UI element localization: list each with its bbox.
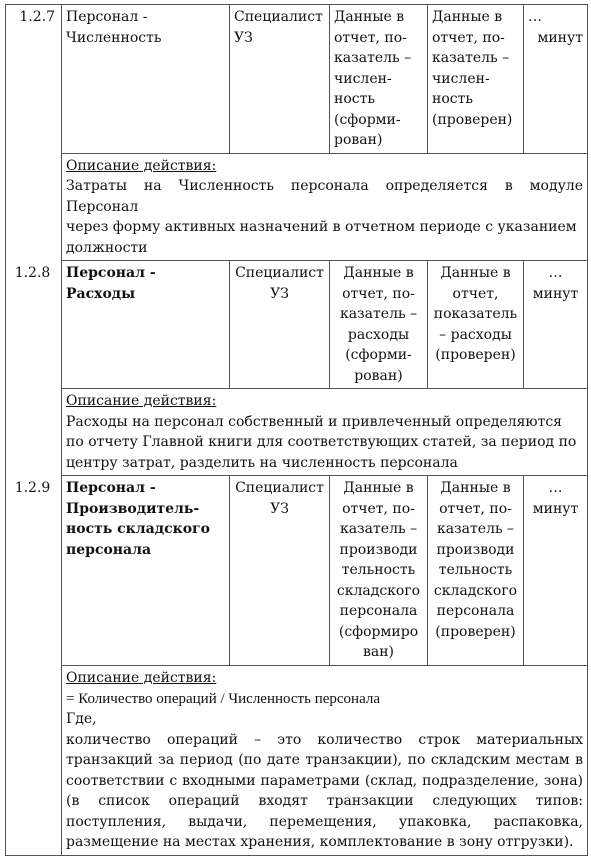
output-line: – расходы [439, 326, 512, 343]
description-label: Описание действия: [66, 670, 217, 686]
description-label: Описание действия: [66, 393, 217, 409]
step-name-line: Численность [66, 29, 162, 46]
time-line: минут [532, 285, 579, 302]
output-line: тельность [438, 562, 513, 578]
step-number [6, 476, 62, 856]
output-line: числен- [432, 70, 490, 87]
input-line: казатель – [339, 306, 418, 322]
description-line: через форму активных назначений в отчетном периоде с указанием [66, 219, 577, 235]
input-line: Данные в [334, 9, 405, 25]
step-number [6, 5, 62, 261]
input-line: персонала [339, 603, 418, 619]
description-cell [62, 389, 588, 476]
input-line: ность [334, 91, 375, 107]
input-data-cell [330, 261, 428, 389]
role-line: Специалист [235, 480, 324, 496]
output-line: казатель – [432, 50, 510, 66]
input-line: Данные в [343, 480, 414, 496]
step-name-line: Персонал - [66, 9, 148, 25]
step-name-line: Производитель- [66, 500, 200, 517]
output-data-cell [428, 476, 524, 666]
role-cell [230, 261, 330, 389]
input-line: казатель – [334, 50, 412, 66]
output-line: Данные в [432, 9, 503, 25]
output-line: Данные в [440, 480, 511, 496]
output-data-cell [428, 5, 524, 154]
input-line: отчет, по- [342, 285, 415, 302]
role-line: УЗ [270, 500, 289, 517]
step-number [6, 261, 62, 476]
input-line: числен- [334, 70, 392, 87]
table-row-description [6, 389, 588, 476]
description-label: Описание действия: [66, 157, 217, 174]
output-line: (проверен) [435, 623, 516, 640]
input-line: рован) [354, 367, 403, 384]
description-line: = Количество операций / Численность персонала [66, 690, 381, 707]
step-name-cell [62, 476, 230, 666]
input-line: ван) [362, 644, 395, 660]
step-name-line: ность складского [66, 521, 210, 537]
time-line: … [548, 480, 563, 496]
output-line: Данные в [440, 265, 511, 281]
step-name-cell [62, 261, 230, 389]
time-cell [524, 5, 588, 154]
description-line: Где, [66, 711, 97, 727]
step-name-cell [62, 5, 230, 154]
table-row [6, 476, 588, 666]
description-line: Расходы на персонал собственный и привлеченный определяются [66, 413, 563, 430]
output-line: отчет, по- [439, 500, 512, 517]
time-line: минут [537, 29, 583, 46]
time-cell [524, 476, 588, 666]
output-line: производи [436, 541, 515, 558]
output-line: показатель [433, 306, 518, 322]
input-line: производи [339, 541, 418, 558]
step-name-line: персонала [66, 541, 152, 558]
input-line: (сформи- [345, 347, 412, 363]
role-line: Специалист [235, 265, 324, 281]
time-cell [524, 261, 588, 389]
input-line: (сформиро [338, 623, 419, 640]
role-line: Специалист [234, 9, 323, 25]
time-line: … [548, 265, 563, 281]
input-line: казатель – [339, 521, 418, 537]
time-line: минут [532, 500, 579, 517]
output-line: персонала [436, 603, 515, 619]
description-cell [62, 153, 588, 261]
description-line: (в список операций входят транзакции следующих типов: [66, 793, 583, 809]
output-line: отчет, [452, 285, 499, 302]
description-line: размещение на местах хранения, комплектование в зону отгрузки). [66, 834, 574, 850]
step-name-line: Персонал - Расходы [66, 265, 156, 302]
description-line: количество операций – это количество строк материальных [66, 731, 583, 748]
output-line: (проверен) [432, 111, 513, 128]
step-number-text: 1.2.7 [19, 9, 55, 25]
description-line: центру затрат, разделить на численность персонала [66, 454, 458, 471]
input-line: рован) [334, 132, 383, 148]
input-line: отчет, по- [342, 500, 415, 517]
step-number-text: 1.2.8 [14, 264, 51, 281]
output-line: складского [433, 582, 518, 599]
role-cell [230, 476, 330, 666]
time-line: … [528, 9, 542, 25]
table-row-description [6, 153, 588, 261]
input-line: отчет, по- [334, 29, 407, 46]
output-data-cell [428, 261, 524, 389]
description-line: по отчету Главной книги для соответствующих статей, за период по [66, 434, 577, 450]
output-line: ность [432, 91, 473, 107]
description-line: поступления, выдачи, перемещения, упаковка, распаковка, [66, 813, 583, 830]
process-steps-table [5, 4, 588, 856]
input-data-cell [330, 476, 428, 666]
role-line: УЗ [234, 29, 253, 46]
input-line: складского [336, 582, 421, 599]
description-cell [62, 666, 588, 856]
table-row [6, 261, 588, 389]
input-line: расходы [347, 326, 410, 343]
role-line: УЗ [270, 285, 289, 302]
table-row-description [6, 666, 588, 856]
output-line: отчет, по- [432, 29, 505, 46]
role-cell [230, 5, 330, 154]
step-name-line: Персонал - [66, 480, 156, 496]
input-line: тельность [341, 562, 416, 578]
table-row [6, 5, 588, 154]
description-line: должности [66, 239, 148, 256]
description-line: транзакций за период (по дате транзакции), по складским местам в [66, 752, 583, 768]
output-line: казатель – [436, 521, 515, 537]
description-line: соответствии с входными параметрами (склад, подразделение, зона) [66, 772, 583, 789]
input-line: Данные в [343, 265, 414, 281]
input-data-cell [330, 5, 428, 154]
input-line: (сформи- [334, 111, 401, 128]
step-number-text: 1.2.9 [14, 479, 51, 496]
description-line: Затраты на Численность персонала определяется в модуле Персонал [66, 178, 583, 215]
output-line: (проверен) [435, 347, 516, 363]
